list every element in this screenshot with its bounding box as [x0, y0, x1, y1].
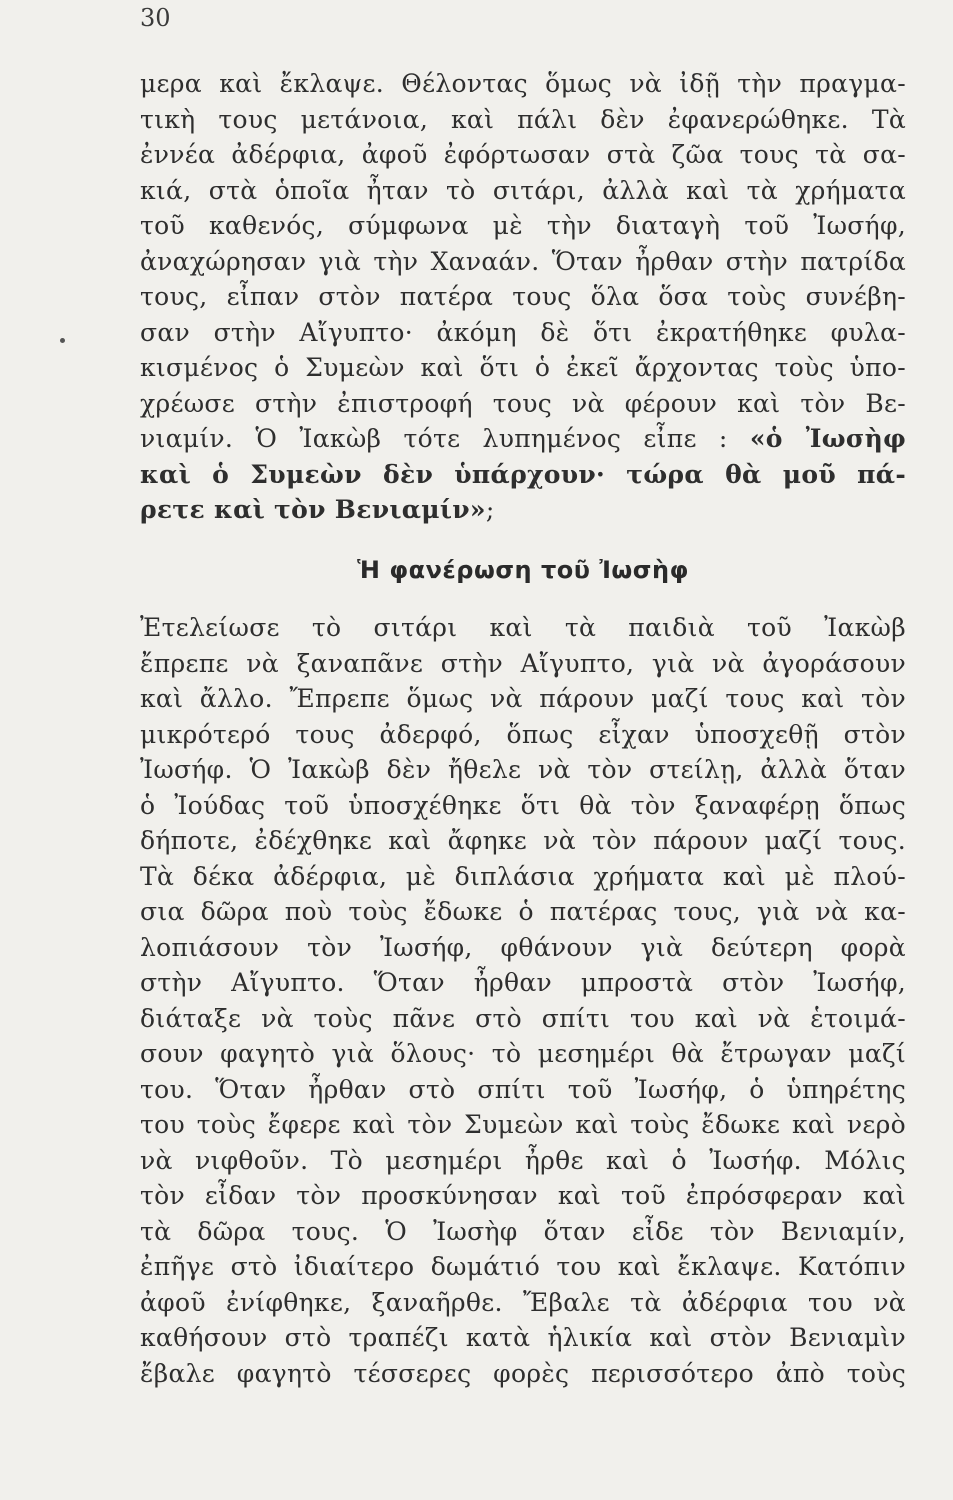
text-line: λοπιάσουν τὸν Ἰωσήφ, φθάνουν γιὰ δεύτερη φορὰ	[140, 932, 906, 962]
text-line: δήποτε, ἐδέχθηκε καὶ ἄφηκε νὰ τὸν πάρουν μαζί τους.	[140, 826, 906, 855]
text-line: τους, εἶπαν στὸν πατέρα τους ὅλα ὅσα τοὺς συνέβη-	[140, 282, 906, 311]
text-line: τὰ δῶρα τους. Ὁ Ἰωσὴφ ὅταν εἶδε τὸν Βενιαμίν,	[140, 1216, 906, 1246]
text-line: ἀφοῦ ἐνίφθηκε, ξαναῆρθε. Ἔβαλε τὰ ἀδέρφια του νὰ	[140, 1287, 906, 1317]
text-line-mixed	[140, 421, 906, 457]
text-line: του. Ὅταν ἦρθαν στὸ σπίτι τοῦ Ἰωσήφ, ὁ ὑπηρέτης	[140, 1074, 906, 1104]
print-speck	[60, 338, 65, 343]
text-line: ἔβαλε φαγητὸ τέσσερες φορὲς περισσότερο ἀπὸ τοὺς	[140, 1358, 906, 1388]
quote-bold-end: ρετε καὶ τὸν Βενιαμίν»	[140, 495, 486, 524]
line-normal-part: νιαμίν. Ὁ Ἰακὼβ τότε λυπημένος εἶπε :	[140, 424, 750, 453]
text-line: Τὰ δέκα ἀδέρφια, μὲ διπλάσια χρήματα καὶ μὲ πλού-	[140, 861, 906, 891]
text-line: νὰ νιφθοῦν. Τὸ μεσημέρι ἦρθε καὶ ὁ Ἰωσήφ. Μόλις	[140, 1145, 906, 1175]
text-line: στὴν Αἴγυπτο. Ὅταν ἦρθαν μπροστὰ στὸν Ἰωσήφ,	[140, 968, 906, 997]
text-line: του τοὺς ἔφερε καὶ τὸν Συμεὼν καὶ τοὺς ἔδωκε καὶ νερὸ	[140, 1110, 906, 1139]
text-line: τὸν εἶδαν τὸν προσκύνησαν καὶ τοῦ ἐπρόσφεραν καὶ	[140, 1181, 906, 1210]
text-line: καὶ ἄλλο. Ἔπρεπε ὅμως νὰ πάρουν μαζί τους καὶ τὸν	[140, 684, 906, 713]
text-line: Ἐτελείωσε τὸ σιτάρι καὶ τὰ παιδιὰ τοῦ Ἰακὼβ	[140, 613, 906, 642]
text-line: καθήσουν στὸ τραπέζι κατὰ ἡλικία καὶ στὸν Βενιαμὶν	[140, 1323, 906, 1352]
text-line: ἐπῆγε στὸ ἰδιαίτερο δωμάτιό του καὶ ἔκλαψε. Κατόπιν	[140, 1252, 906, 1281]
text-line: χρέωσε στὴν ἐπιστροφή τους νὰ φέρουν καὶ τὸν Βε-	[140, 388, 906, 418]
text-line: διάταξε νὰ τοὺς πᾶνε στὸ σπίτι του καὶ νὰ ἑτοιμά-	[140, 1003, 906, 1033]
paragraph-2	[140, 610, 906, 1391]
text-line: σια δῶρα ποὺ τοὺς ἔδωκε ὁ πατέρας τους, γιὰ νὰ κα-	[140, 897, 906, 926]
text-line: ἔπρεπε νὰ ξαναπᾶνε στὴν Αἴγυπτο, γιὰ νὰ ἀγοράσουν	[140, 648, 906, 678]
quote-bold-line: καὶ ὁ Συμεὼν δὲν ὑπάρχουν· τώρα θὰ μοῦ πά-	[140, 459, 906, 489]
text-line: μερα καὶ ἔκλαψε. Θέλοντας ὅμως νὰ ἰδῇ τὴν πραγμα-	[140, 69, 906, 98]
section-heading: Ἡ φανέρωση τοῦ Ἰωσὴφ	[357, 556, 689, 584]
text-line: μικρότερό τους ἀδερφό, ὅπως εἶχαν ὑποσχεθῇ στὸν	[140, 719, 906, 749]
paragraph-1	[140, 66, 906, 528]
text-line: τοῦ καθενός, σύμφωνα μὲ τὴν διαταγὴ τοῦ Ἰωσήφ,	[140, 211, 906, 240]
text-line: ἐννέα ἀδέρφια, ἀφοῦ ἐφόρτωσαν στὰ ζῶα τους τὰ σα-	[140, 140, 906, 169]
text-line: σαν στὴν Αἴγυπτο· ἀκόμη δὲ ὅτι ἐκρατήθηκε φυλα-	[140, 317, 906, 347]
text-line: Ἰωσήφ. Ὁ Ἰακὼβ δὲν ἤθελε νὰ τὸν στείλῃ, ἀλλὰ ὅταν	[140, 755, 906, 784]
text-line: κιά, στὰ ὁποῖα ἦταν τὸ σιτάρι, ἀλλὰ καὶ τὰ χρήματα	[140, 175, 906, 205]
text-line: σουν φαγητὸ γιὰ ὅλους· τὸ μεσημέρι θὰ ἔτρωγαν μαζί	[140, 1039, 906, 1068]
text-line: ἀναχώρησαν γιὰ τὴν Χαναάν. Ὅταν ἦρθαν στὴν πατρίδα	[140, 246, 906, 276]
text-line: ὁ Ἰούδας τοῦ ὑποσχέθηκε ὅτι θὰ τὸν ξαναφέρῃ ὅπως	[140, 790, 906, 820]
text-line: κισμένος ὁ Συμεὼν καὶ ὅτι ὁ ἐκεῖ ἄρχοντας τοὺς ὑπο-	[140, 353, 906, 382]
text-line: τικὴ τους μετάνοια, καὶ πάλι δὲν ἐφανερώθηκε. Τὰ	[140, 104, 906, 134]
page-number: 30	[140, 4, 171, 32]
text-line-last	[140, 492, 906, 528]
quote-bold-part: «ὁ Ἰωσὴφ	[749, 424, 906, 453]
question-mark: ;	[485, 495, 495, 524]
